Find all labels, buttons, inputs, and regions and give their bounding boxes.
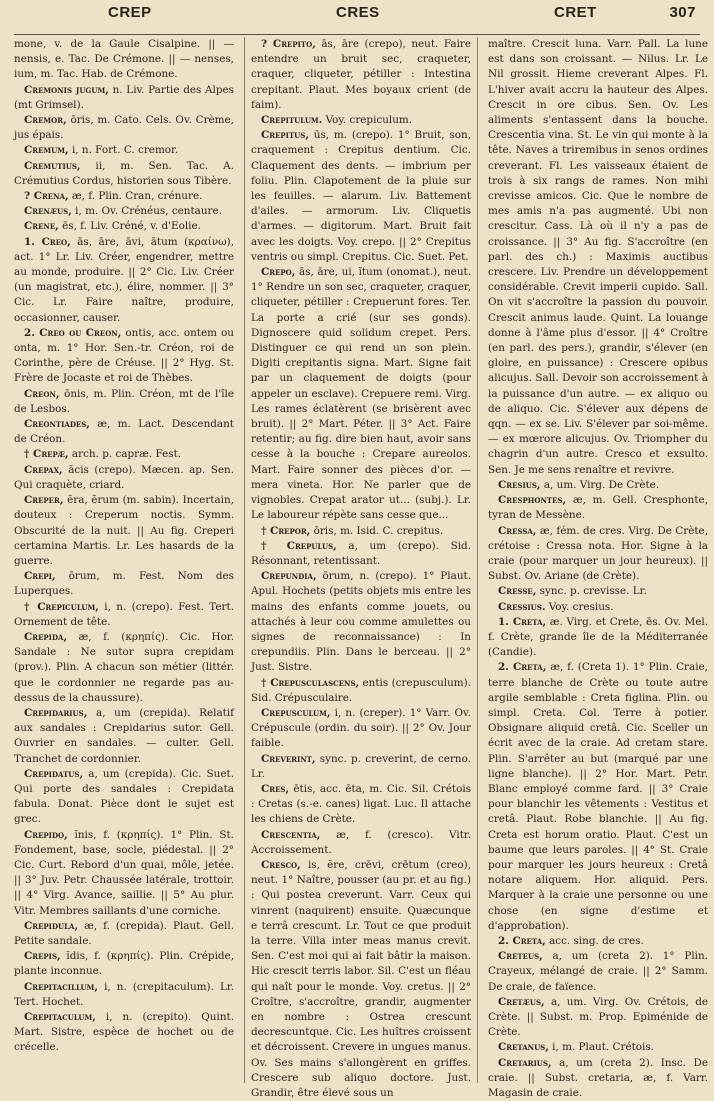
entry-definition: ās, āre, ui, ĭtum (onomat.), neut. 1° Rendre un son sec, craqueter, craquer, cliqueter, pétiller : Crepuerunt fores. Ter. La porte a crié (sur ses gonds). Dignoscere quid solidum crepet. Pers. Distinguer ce qui rend un son plein. Digiti crepitantis signa. Mart. Signe fait par un claquement de doigts (pour appeler un esclave). Crepuere remi. Virg. Les rames éclatèrent (se brisèrent avec bruit). || 2° Mart. Péter. || 3° Act. Faire retentir; au fig. dire bien haut, avoir sans cesse à la bouche : Crepare aureolos. Mart. Faire sonner des pièces d'or. — mera vineta. Hor. Ne parler que de vignobles. Crepat arator ut... (subj.). Lr. Le laboureur répète sans cesse que... — [251, 266, 471, 522]
entry-headword: 2. Creta, — [498, 934, 546, 947]
entry-headword: ? Crepito, — [261, 38, 316, 50]
entry-headword: Crepida, — [24, 630, 68, 643]
entry-headword: Crepis, — [24, 950, 61, 963]
entry-definition: a, um (crepo). Sid. Résonnant, retentissant. — [251, 539, 471, 567]
dictionary-entry — [251, 569, 471, 675]
dictionary-entry — [14, 189, 234, 204]
entry-headword: † Crepulus, — [261, 539, 337, 552]
entry-definition: a, um. Virg. Ov. Crétois, de Crète. || Subst. m. Prop. Epiménide de Crète. — [488, 995, 708, 1039]
dictionary-entry — [14, 1010, 234, 1056]
entry-definition: arch. p. capræ. Fest. — [68, 448, 182, 461]
entry-definition: æ, m. Lact. Descendant de Créon. — [14, 418, 234, 446]
dictionary-entry — [251, 782, 471, 828]
entry-headword: Creteus, — [498, 950, 543, 963]
entry-headword: Crepitacillum, — [24, 980, 98, 993]
entry-definition: a, um (creta 2). Insc. De craie. || Subst. cretaria, æ, f. Varr. Magasin de craie. — [488, 1056, 708, 1100]
center-guide-word: CRES — [336, 4, 380, 21]
entry-headword: Cremonis jugum, — [24, 83, 109, 96]
dictionary-entry — [14, 569, 234, 599]
entry-definition: æ, f. (crepida). Plaut. Gell. Petite sandale. — [14, 919, 234, 947]
entry-definition: ācis (crepo). Mæcen. ap. Sen. Qui craquète, criard. — [14, 463, 234, 491]
entry-definition: æ, fém. de cres. Virg. De Crète, crétoise : Cressa nota. Hor. Signe à la craie (pour marquer un jour heureux). || Subst. Ov. Ariane (de Crète). — [488, 524, 708, 583]
entry-definition: is, ĕre, crēvi, crētum (creo), neut. 1° Naître, pousser (au pr. et au fig.) : Qui postea creverunt. Varr. Ceux qui vinrent (naquirent) ensuite. Quæcunque e terrâ crescunt. Lr. Tout ce que produit la terre. Villa inter meas manus crevit. Sen. C'est moi qui ai fait bâtir la maison. Hic crescit terris labor. Sil. C'est un fléau qui naît pour le monde. Voy. cretus. || 2° Croître, s'accroître, grandir, augmenter en nombre : Ostrea crescunt decrescuntque. Cic. Les huîtres croissent et décroissent. Crevere in ungues manus. Ov. Ses mains s'allongèrent en griffes. Crescere sub aliquo doctore. Just. Grandir, être élevé sous un — [251, 858, 471, 1100]
dictionary-entry — [488, 37, 708, 478]
entry-headword: Crepitaculum, — [24, 1011, 96, 1023]
entry-headword: Crepitulum. — [261, 114, 323, 127]
entry-definition: a, um (creta 2). 1° Plin. Crayeux, mélangé de craie. || 2° Samm. De craie, de faïence. — [488, 950, 708, 993]
entry-definition: æ, f. (κρηπίς). Cic. Hor. Sandale : Ne sutor supra crepidam (prov.). Plin. A chacun son métier (littér. que le cordonnier ne regarde pas au-dessus de la chaussure). — [14, 630, 234, 704]
dictionary-entry — [14, 463, 234, 493]
entry-headword: † Crepæ, — [24, 448, 69, 461]
dictionary-entry — [251, 676, 471, 706]
column-middle — [244, 37, 478, 1100]
left-guide-word: CREP — [108, 4, 152, 21]
dictionary-entry — [251, 265, 471, 523]
entry-headword: Crepido, — [24, 828, 68, 841]
dictionary-entry — [14, 113, 234, 143]
dictionary-entry — [14, 37, 234, 83]
entry-definition: æ, f. Plin. Cran, crénure. — [68, 190, 203, 203]
dictionary-entry — [251, 828, 471, 858]
entry-headword: ? Crena, — [24, 190, 69, 203]
entry-definition: ĭdis, f. (κρηπίς). Plin. Crépide, plante inconnue. — [14, 950, 234, 978]
entry-headword: Crepo, — [261, 266, 296, 279]
dictionary-entry — [488, 934, 708, 949]
entry-definition: n. Liv. Partie des Alpes (mt Grimsel). — [14, 83, 234, 111]
entry-headword: Creontiades, — [24, 418, 90, 431]
entry-headword: Cresco, — [261, 858, 301, 871]
entry-definition: ūs, m. (crepo). 1° Bruit, son, craquement : Crepitus dentium. Cic. Claquement des dents. — imbrium per foliu. Plin. Clapotement de la pluie sur les feuilles. — alarum. Liv. Battement d'ailes. — armorum. Liv. Cliquetis d'armes. — digitorum. Mart. Bruit fait avec les doigts. Voy. crepo. || 2° Crepitus ventris ou simpl. Crepitus. Cic. Suet. Pet. — [251, 129, 471, 263]
dictionary-entry — [251, 539, 471, 569]
entry-headword: 1. Creo, — [24, 235, 71, 248]
entry-definition: i, n. (crepito). Quint. Mart. Sistre, espèce de hochet ou de crécelle. — [14, 1011, 234, 1054]
entry-definition: a, um (crepida). Relatif aux sandales : Crepidarius sutor. Gell. Ouvrier en sandales. — culter. Gell. Tranchet de cordonnier. — [14, 706, 234, 765]
dictionary-entry — [251, 524, 471, 539]
entry-headword: Cresius, — [498, 478, 541, 491]
entry-definition: ētis, acc. ēta, m. Cic. Sil. Crétois : Cretas (s.-e. canes) ligat. Luc. Il attache les chiens de Crète. — [251, 782, 471, 826]
entry-definition: acc. sing. de cres. — [545, 934, 644, 947]
entry-definition: ōris, m. Cato. Cels. Ov. Crème, jus épais. — [14, 114, 234, 142]
entry-headword: Cretanus, — [498, 1041, 549, 1054]
dictionary-entry — [488, 493, 708, 523]
dictionary-entry — [14, 767, 234, 828]
entry-definition: maître. Crescit luna. Varr. Pall. La lune est dans son croissant. — Nilus. Lr. Le Nil grossit. Hieme creverant Alpes. Fl. L'hiver avait accru la hauteur des Alpes. Crescit in ore cibus. Sen. Ov. Les aliments s'entassent dans la bouche. Crescentia vina. St. Le vin qui monte à la tête. Naves a triremibus in senos ordines creverant. Fl. Les vaisseaux étaient de trois à six rangs de rames. Non mihi crevisse amicos. Cic. Que le nombre de mes amis n'a pas augmenté. Ubi non crescitur. Cass. Là où il n'y a pas de croissance. || 3° Au fig. S'accroître (en parl. des ch.) : Maximis auctibus crescere. Liv. Prendre un développement considérable. Crevit imperii cupido. Sall. On vit s'accroître la passion du pouvoir. Crescit animus laude. Quint. La louange donne à l'âme plus d'essor. || 4° Croître (en parl. des pers.), grandir, s'élever (en gloire, en puissance) : Crescere opibus alicujus. Sall. Devoir son accroissement à la puissance d'un autre. — ex aliquo ou de aliquo. Cic. S'élever aux dépens de qqn. — ex se. Liv. S'élever par soi-même. — ex mœrore alicujus. Ov. Triompher du chagrin d'un autre. Cresco et exsulto. Sen. Je me sens renaître et revivre. — [488, 38, 708, 476]
dictionary-entry — [14, 630, 234, 706]
entry-definition: ōrum, n. (crepo). 1° Plaut. Apul. Hochets (petits objets mis entre les mains des enfants comme jouets, ou attachés à leur cou comme amulettes ou signes de reconnaissance) : In crepundiis. Plin. Dans le berceau. || 2° Just. Sistre. — [251, 570, 471, 674]
entry-definition: i, m. Ov. Crénéus, centaure. — [71, 205, 222, 218]
entry-definition: entis (crepusculum). Sid. Crépusculaire. — [251, 676, 471, 704]
entry-definition: ōnis, m. Plin. Créon, mt de l'île de Lesbos. — [14, 387, 234, 415]
entry-headword: Crepidula, — [24, 919, 79, 932]
dictionary-entry — [14, 143, 234, 158]
dictionary-entry — [251, 858, 471, 1101]
entry-headword: Cresse, — [498, 585, 537, 598]
entry-definition: ĕra, ĕrum (m. sabin). Incertain, douteux : Creperum noctis. Symm. Obscurité de la nuit. || Au fig. Creperi certamina Martis. Lr. Les hasards de la guerre. — [14, 494, 234, 567]
dictionary-entry — [488, 478, 708, 493]
entry-headword: 1. Creta, — [498, 615, 547, 628]
entry-definition: ĭnis, f. (κρηπίς). 1° Plin. St. Fondement, base, socle, piédestal. || 2° Cic. Curt. Rebord d'un quai, môle, jetée. || 3° Juv. Petr. Chaussée latérale, trottoir. || 4° Virg. Avance, saillie. || 5° Au plur. Vitr. Membres saillants d'une corniche. — [14, 828, 234, 917]
entry-headword: Cressius. — [498, 600, 546, 613]
entry-definition: ās, āre, āvi, ātum (κραίνω), act. 1° Lr. Liv. Créer, engendrer, mettre au monde, produire. || 2° Cic. Liv. Créer (un magistrat, etc.), élire, nommer. || 3° Cic. Lr. Faire naître, produire, occasionner, causer. — [14, 235, 234, 324]
entry-definition: i, n. (creper). 1° Varr. Ov. Crépuscule (ordin. du soir). || 2° Ov. Jour faible. — [251, 706, 471, 750]
entry-headword: Creper, — [24, 494, 64, 507]
entry-headword: Creon, — [24, 387, 60, 400]
dictionary-entry — [14, 387, 234, 417]
dictionary-entry — [14, 326, 234, 387]
entry-headword: Cremor, — [24, 114, 67, 127]
dictionary-entry — [14, 235, 234, 326]
entry-definition: æ, f. (Creta 1). 1° Plin. Craie, terre blanche de Crète ou toute autre argile semblable : Creta figlina. Plin. ou simpl. Creta. Col. Terre à potier. Obsignare aliquid cretâ. Cic. Sceller un écrit avec de la craie. Ad cretam stare. Plin. S'arrêter au but (marqué par une ligne blanche). || 2° Hor. Mart. Petr. Blanc employé comme fard. || 3° Craie pour blanchir les vêtements : Vestitus et cretâ. Plaut. Robe blanchie. || Au fig. Creta est horum oratio. Plaut. C'est un baume que leurs paroles. || 4° St. Craie pour marquer les jours heureux : Cretâ notare aliquem. Hor. aliquid. Pers. Marquer à la craie une personne ou une chose (en signe d'estime et d'approbation). — [488, 661, 708, 932]
dictionary-entry — [14, 493, 234, 569]
entry-headword: Crenæus, — [24, 205, 72, 218]
dictionary-entry — [14, 204, 234, 219]
entry-definition: æ, m. Gell. Cresphonte, tyran de Messène. — [488, 494, 708, 522]
dictionary-entry — [488, 1040, 708, 1055]
dictionary-entry — [14, 83, 234, 113]
dictionary-entry — [251, 706, 471, 752]
entry-headword: Cressa, — [498, 524, 537, 537]
dictionary-entry — [14, 447, 234, 462]
entry-headword: Crescentia, — [261, 828, 321, 841]
dictionary-entry — [251, 37, 471, 113]
entry-definition: i, m. Plaut. Crétois. — [548, 1041, 654, 1054]
entry-headword: Crepidatus, — [24, 767, 84, 780]
dictionary-entry — [14, 949, 234, 979]
entry-definition: ontis, acc. ontem ou onta, m. 1° Hor. Sen.-tr. Créon, roi de Corinthe, père de Créuse. || 2° Hyg. St. Frère de Jocaste et roi de Thèbes. — [14, 326, 234, 385]
dictionary-entry — [488, 1056, 708, 1101]
columns — [14, 37, 709, 1100]
dictionary-entry — [14, 980, 234, 1010]
entry-headword: 2. Creta, — [498, 661, 547, 674]
dictionary-entry — [251, 113, 471, 128]
entry-headword: Crepax, — [24, 463, 63, 476]
entry-definition: a, um (crepida). Cic. Suet. Qui porte des sandales : Crepidata fabula. Donat. Pièce dont le sujet est grec. — [14, 767, 234, 826]
entry-headword: † Crepiculum, — [24, 600, 99, 613]
right-guide-word: CRET — [554, 4, 597, 21]
dictionary-entry — [14, 828, 234, 919]
entry-definition: i, n. Fort. C. cremor. — [68, 144, 179, 157]
entry-headword: Crepidarius, — [24, 706, 88, 719]
dictionary-entry — [14, 159, 234, 189]
entry-definition: Voy. crepiculum. — [322, 114, 413, 127]
entry-headword: Cremum, — [24, 144, 69, 157]
entry-definition: Voy. cresius. — [545, 600, 614, 613]
entry-definition: mone, v. de la Gaule Cisalpine. || — nensis, e. Tac. De Crémone. || — nenses, ium, m. Tac. Hab. de Crémone. — [14, 38, 234, 81]
dictionary-entry — [251, 128, 471, 265]
entry-headword: Crepusculum, — [261, 706, 331, 719]
dictionary-entry — [14, 706, 234, 767]
entry-headword: Crepundia, — [261, 570, 317, 583]
dictionary-entry — [251, 752, 471, 782]
entry-definition: i, n. (crepo). Fest. Tert. Ornement de tête. — [14, 600, 234, 628]
column-left — [14, 37, 234, 1083]
column-right — [488, 37, 709, 1100]
dictionary-entry — [488, 660, 708, 934]
entry-headword: Cretarius, — [498, 1056, 552, 1069]
entry-headword: Crene, — [24, 220, 59, 233]
entry-headword: Cres, — [261, 782, 290, 795]
page-number: 307 — [669, 4, 696, 21]
entry-definition: a, um. Virg. De Crète. — [540, 478, 660, 491]
entry-definition: ās, āre (crepo), neut. Faire entendre un bruit sec, craqueter, craquer, cliqueter, pétiller : Intestina crepitant. Plaut. Mes boyaux crient (de faim). — [251, 38, 472, 111]
entry-headword: Creverint, — [261, 752, 316, 765]
entry-definition: sync. p. crevisse. Lr. — [536, 585, 647, 598]
dictionary-entry — [488, 524, 708, 585]
entry-headword: Cretæus, — [498, 995, 545, 1008]
dictionary-entry — [488, 949, 708, 995]
entry-headword: Cremutius, — [24, 159, 81, 172]
dictionary-entry — [488, 584, 708, 599]
entry-headword: † Crepor, — [261, 524, 311, 537]
entry-definition: ēs, f. Liv. Créné, v. d'Eolie. — [58, 220, 201, 233]
dictionary-entry — [14, 219, 234, 234]
dictionary-entry — [488, 995, 708, 1041]
running-header — [14, 0, 700, 35]
entry-headword: Crepitus, — [261, 129, 309, 142]
entry-headword: 2. Creo ou Creon, — [24, 326, 122, 339]
dictionary-entry — [14, 919, 234, 949]
dictionary-entry — [14, 417, 234, 447]
entry-headword: Cresphontes, — [498, 494, 567, 507]
dictionary-entry — [14, 600, 234, 630]
dictionary-entry — [488, 600, 708, 615]
entry-definition: sync. p. creverint, de cerno. Lr. — [251, 752, 471, 780]
dictionary-entry — [488, 615, 708, 661]
entry-definition: i, n. (crepitaculum). Lr. Tert. Hochet. — [14, 980, 234, 1008]
entry-headword: Crepi, — [24, 570, 56, 583]
entry-definition: ōris, m. Isid. C. crepitus. — [310, 524, 444, 537]
entry-definition: ōrum, m. Fest. Nom des Luperques. — [14, 570, 234, 598]
entry-definition: æ, f. (cresco). Vitr. Accroissement. — [251, 828, 471, 856]
entry-headword: † Crepusculascens, — [261, 676, 360, 689]
entry-definition: ii, m. Sen. Tac. A. Crémutius Cordus, historien sous Tibère. — [14, 159, 234, 187]
entry-definition: æ. Virg. et Crete, ēs. Ov. Mel. f. Crète, grande île de la Méditerranée (Candie). — [488, 615, 709, 659]
